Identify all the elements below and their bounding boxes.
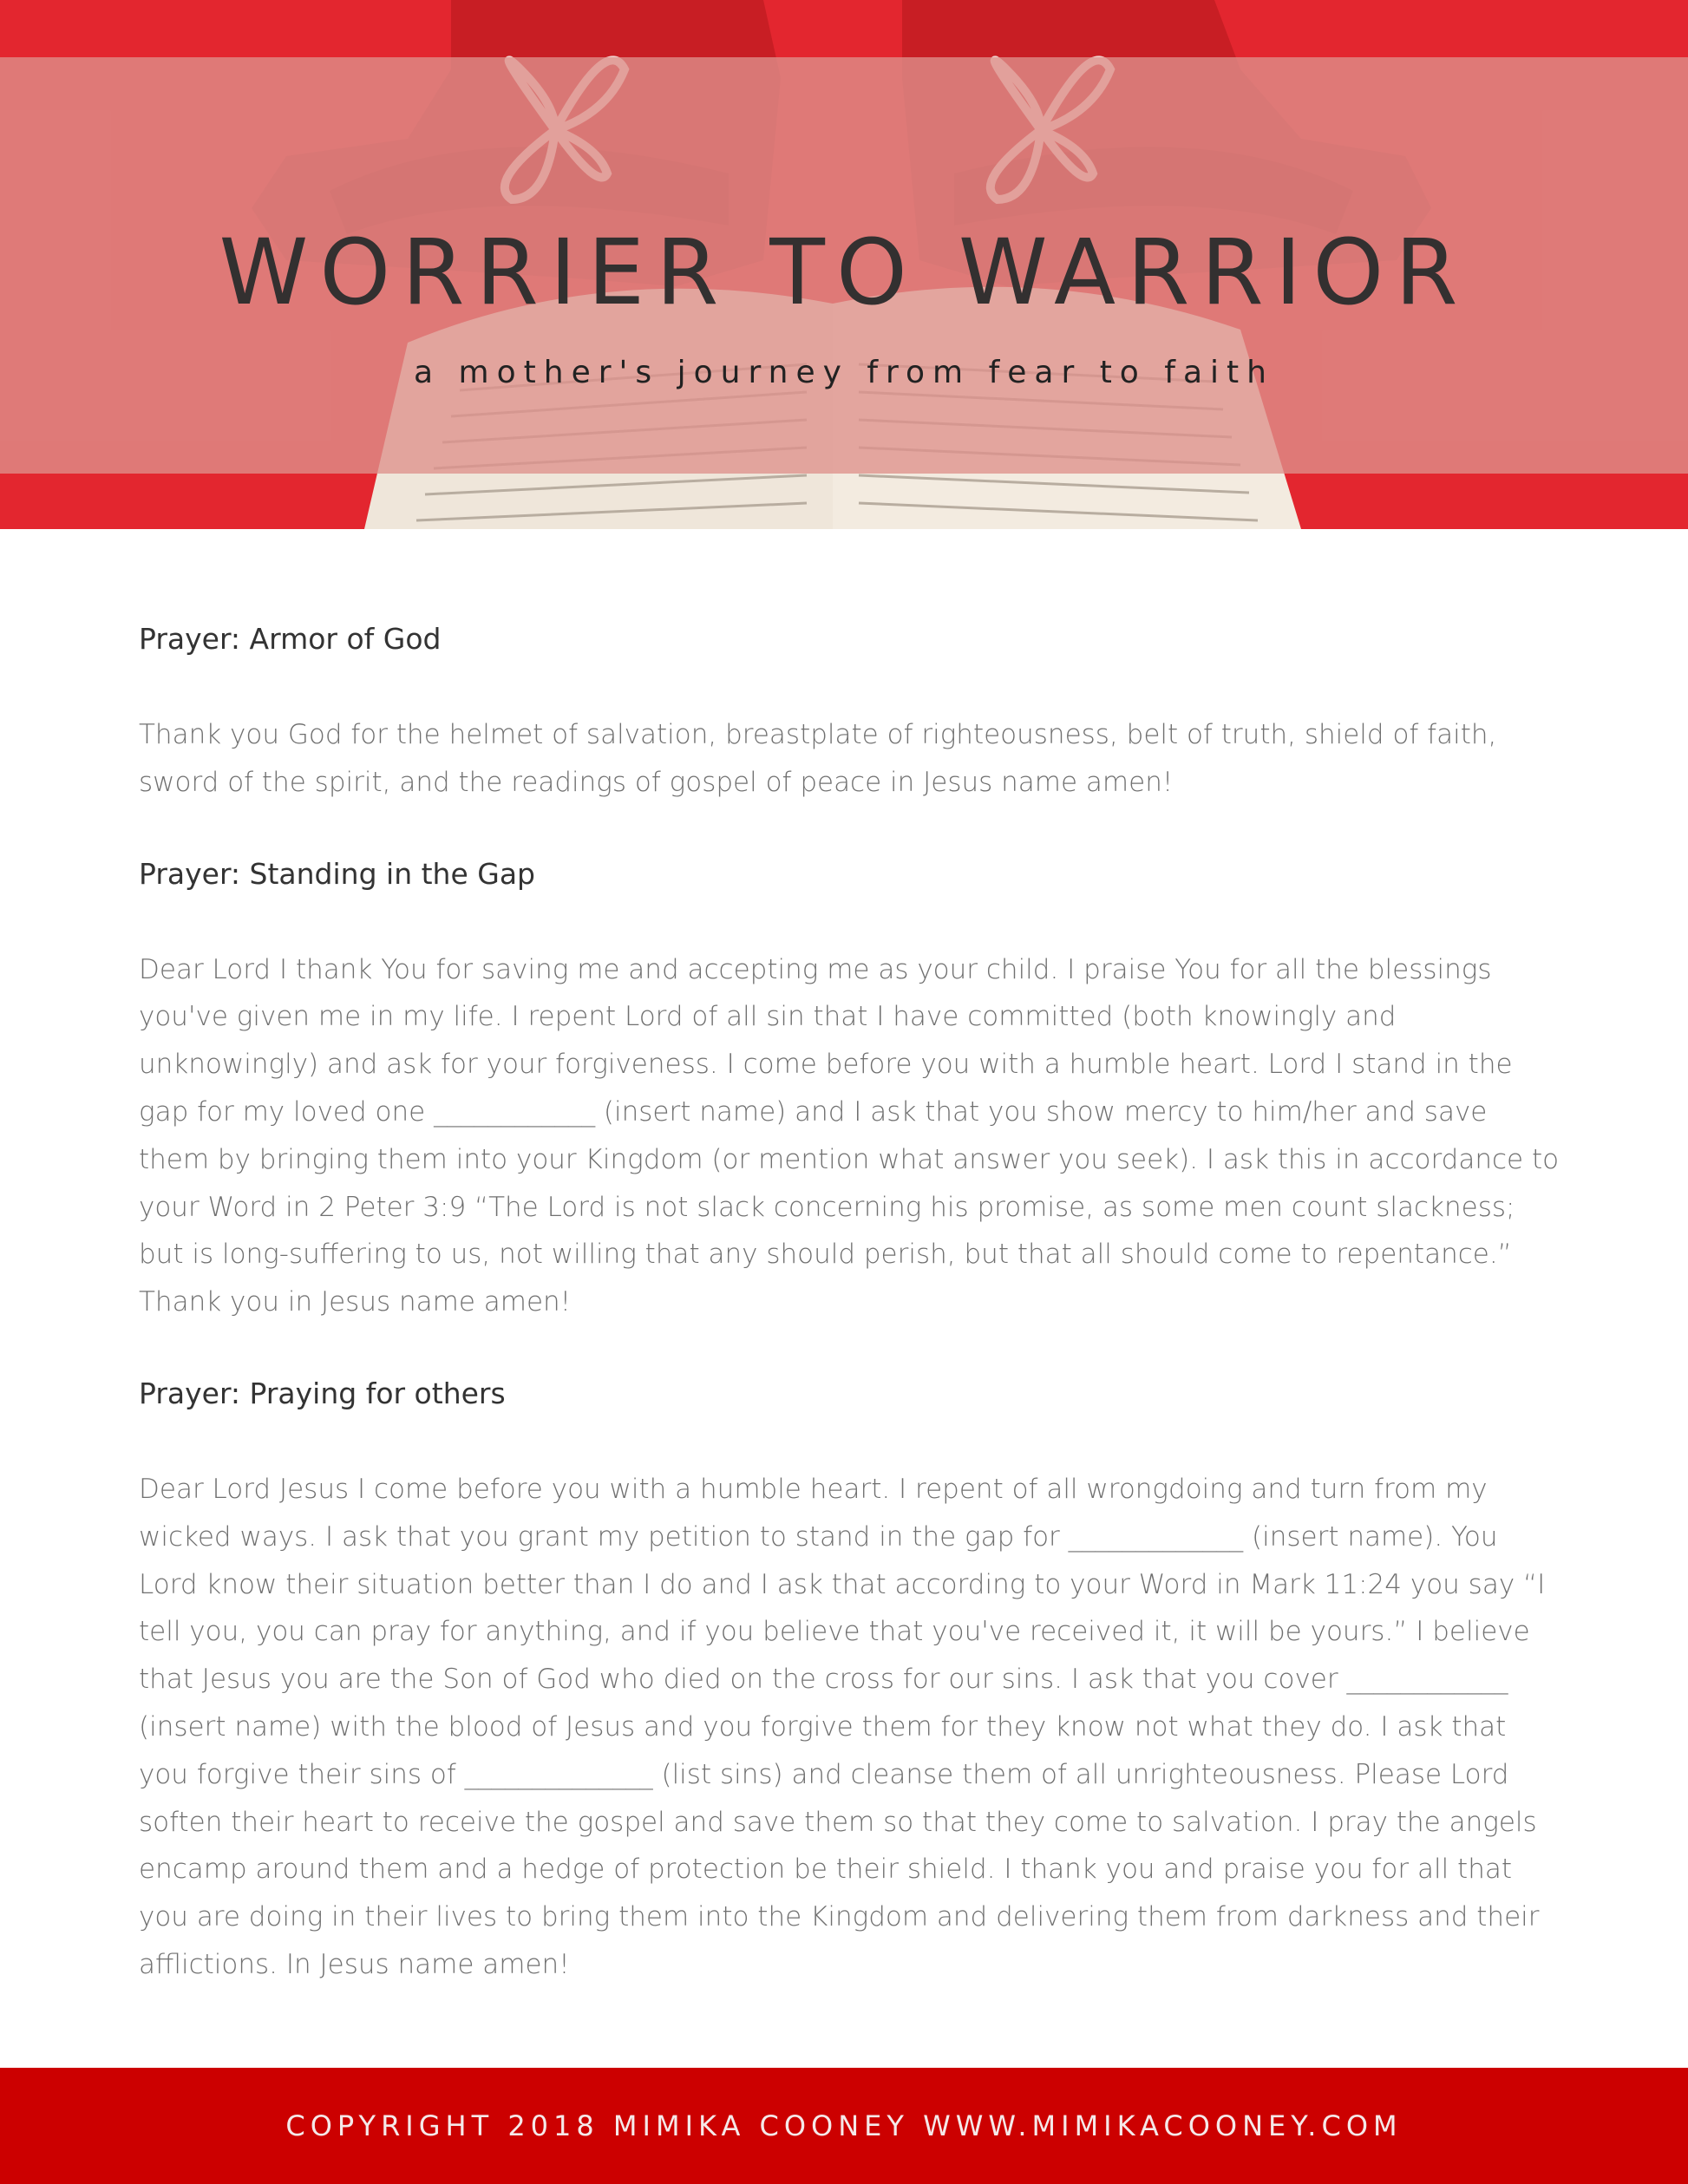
header-banner	[0, 0, 1688, 529]
prayer-section	[139, 853, 1561, 1326]
section-heading: Prayer: Praying for others	[139, 1376, 506, 1410]
prayer-section	[139, 618, 1561, 807]
prayer-content	[139, 618, 1561, 1989]
prayer-section	[139, 1372, 1561, 1989]
copyright-text: COPYRIGHT 2018 MIMIKA COONEY WWW.MIMIKACOONEY.COM	[285, 2109, 1403, 2142]
section-body: Dear Lord I thank You for saving me and accepting me as your child. I praise You for all the blessings you've given me in my life. I repent Lord of all sin that I have committed (both knowingly and unknowingly) and ask for your forgiveness. I come before you with a humble heart. Lord I stand in the gap for my loved one ____________ (insert name) and I ask that you show mercy to him/her and save them by bringing them into your Kingdom (or mention what answer you seek). I ask this in accordance to your Word in 2 Peter 3:9 “The Lord is not slack concerning his promise, as some men count slackness; but is long-suffering to us, not willing that any should perish, but that all should come to repentance.” Thank you in Jesus name amen!	[139, 953, 1560, 1318]
footer-bar	[0, 2068, 1688, 2184]
section-body: Thank you God for the helmet of salvation, breastplate of righteousness, belt of truth, shield of faith, sword of the spirit, and the readings of gospel of peace in Jesus name amen!	[139, 719, 1497, 798]
page-title: WORRIER TO WARRIOR	[219, 219, 1469, 325]
section-body: Dear Lord Jesus I come before you with a humble heart. I repent of all wrongdoing and turn from my wicked ways. I ask that you grant my petition to stand in the gap for _____________ (insert name). You Lord know their situation better than I do and I ask that according to your Word in Mark 11:24 you say “I tell you, you can pray for anything, and if you believe that you've received it, it will be yours.” I believe that Jesus you are the Son of God who died on the cross for our sins. I ask that you cover ____________ (insert name) with the blood of Jesus and you forgive them for they know not what they do. I ask that you forgive their sins of ______________ (list sins) and cleanse them of all unrighteousness. Please Lord soften their heart to receive the gospel and save them so that they come to salvation. I pray the angels encamp around them and a hedge of protection be their shield. I thank you and praise you for all that you are doing in their lives to bring them into the Kingdom and delivering them from darkness and their afflictions. In Jesus name amen!	[139, 1473, 1546, 1980]
page-subtitle: a mother's journey from fear to faith	[414, 355, 1274, 390]
section-heading: Prayer: Standing in the Gap	[139, 856, 535, 891]
section-heading: Prayer: Armor of God	[139, 622, 442, 656]
